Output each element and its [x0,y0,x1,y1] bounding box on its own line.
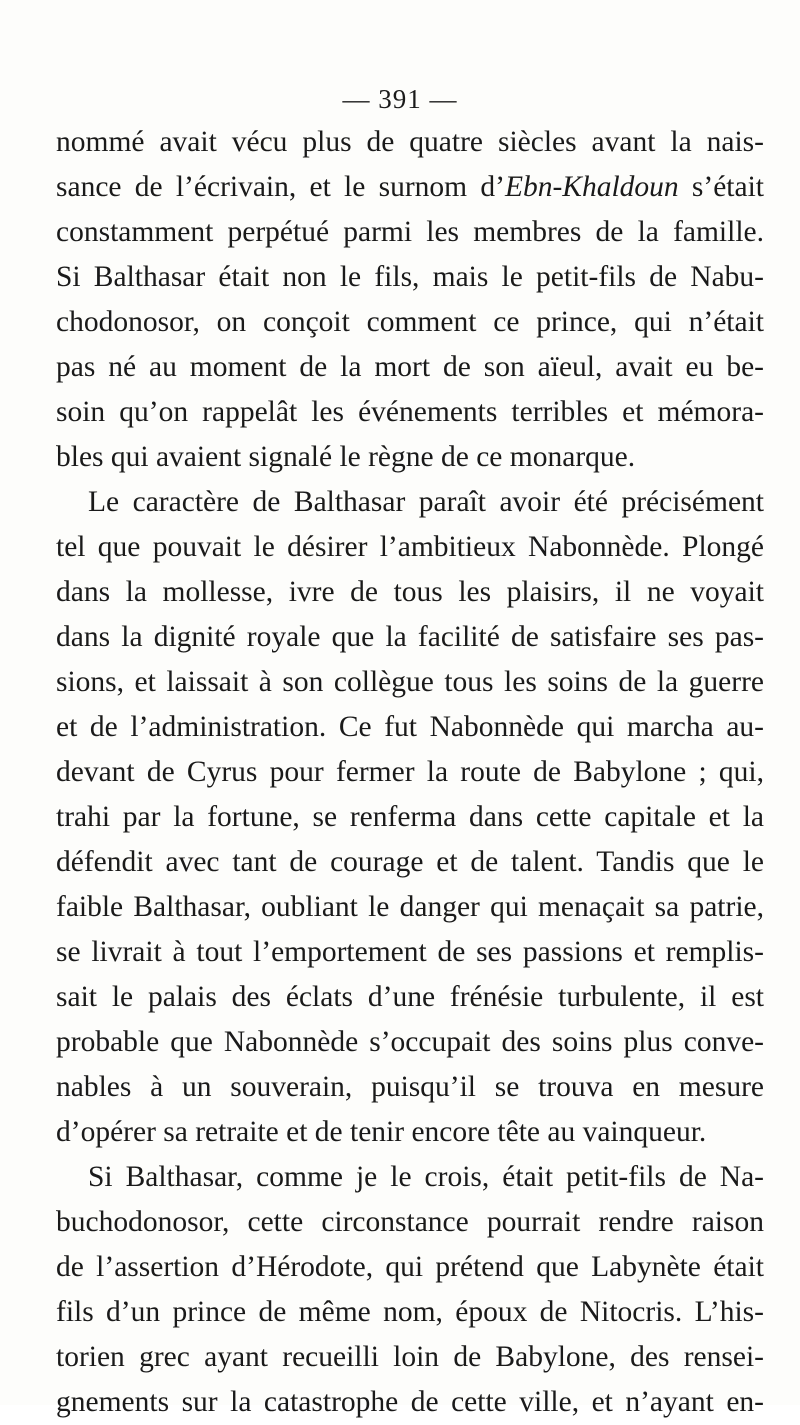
italic-name-ebn-khaldoun: Ebn-Khaldoun [504,171,679,203]
text-fragment: sance de l’écrivain, et le surnom d’ [56,171,505,203]
text-line: de l’assertion d’Hérodote, qui prétend que Labynète était [56,1251,764,1283]
text-line: pas né au moment de la mort de son aïeul, avait eu be- [56,351,764,383]
text-line: fils d’un prince de même nom, époux de Nitocris. L’his- [56,1296,764,1328]
text-line: d’opérer sa retraite et de tenir encore tête au vainqueur. [56,1116,707,1148]
text-fragment: s’était [678,171,764,203]
text-line: Si Balthasar, comme je le crois, était petit-fils de Na- [88,1161,764,1193]
text-line: gnements sur la catastrophe de cette ville, et n’ayant en- [56,1386,764,1418]
text-line: sions, et laissait à son collègue tous les soins de la guerre [56,666,764,698]
page-number: — 391 — [342,84,458,114]
text-line: chodonosor, on conçoit comment ce prince, qui n’était [56,306,764,338]
text-line: se livrait à tout l’emportement de ses passions et remplis- [56,936,764,968]
text-line: et de l’administration. Ce fut Nabonnède qui marcha au- [56,711,764,743]
body-text [56,120,764,1425]
text-line: bles qui avaient signalé le règne de ce monarque. [56,441,636,473]
text-line: faible Balthasar, oubliant le danger qui menaçait sa patrie, [56,891,764,923]
text-line: constamment perpétué parmi les membres de la famille. [56,216,764,248]
text-line: tel que pouvait le désirer l’ambitieux Nabonnède. Plongé [56,531,764,563]
text-line: torien grec ayant recueilli loin de Babylone, des rensei- [56,1341,764,1373]
text-line: trahi par la fortune, se renferma dans cette capitale et la [56,801,764,833]
text-line: buchodonosor, cette circonstance pourrait rendre raison [56,1206,764,1238]
text-line: nommé avait vécu plus de quatre siècles avant la nais- [56,126,764,158]
text-line: soin qu’on rappelât les événements terribles et mémora- [56,396,764,428]
text-line: probable que Nabonnède s’occupait des soins plus conve- [56,1026,764,1058]
text-line: défendit avec tant de courage et de talent. Tandis que le [56,846,764,878]
text-line: devant de Cyrus pour fermer la route de Babylone ; qui, [56,756,764,788]
text-line: sait le palais des éclats d’une frénésie turbulente, il est [56,981,764,1013]
text-line: Le caractère de Balthasar paraît avoir été précisément [88,486,764,518]
text-line: Si Balthasar était non le fils, mais le petit-fils de Nabu- [56,261,764,293]
text-line [56,165,764,210]
text-line: dans la mollesse, ivre de tous les plaisirs, il ne voyait [56,576,764,608]
text-line: dans la dignité royale que la facilité de satisfaire ses pas- [56,621,764,653]
text-line: nables à un souverain, puisqu’il se trouva en mesure [56,1071,764,1103]
